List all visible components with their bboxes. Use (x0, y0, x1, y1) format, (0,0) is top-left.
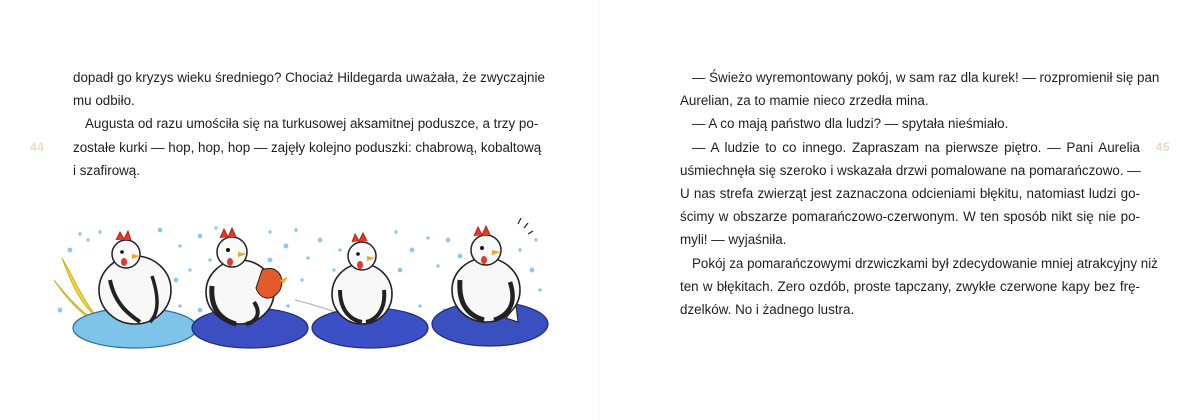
dot (294, 228, 297, 231)
text-line: zostałe kurki — hop, hop, hop — zajęły kolejno poduszki: chabrową, kobaltową (73, 139, 542, 155)
text-line: U nas strefa zwierząt jest zaznaczona odcieniami błękitu, natomiast ludzi go- (680, 186, 1140, 202)
dot (394, 230, 397, 233)
dot (188, 268, 191, 271)
text-line: — A ludzie to co innego. Zapraszam na pierwsze piętro. — Pani Aurelia (692, 139, 1140, 155)
text-line: myli! — wyjaśniła. (680, 232, 787, 248)
dot (418, 304, 421, 307)
dot (318, 238, 323, 243)
dot (286, 304, 289, 307)
text-line: Pokój za pomarańczowymi drzwiczkami był zdecydowanie mniej atrakcyjny niż (692, 255, 1158, 271)
text-line: — Świeżo wyremontowany pokój, w sam raz dla kurek! — rozpromienił się pan (692, 70, 1160, 85)
text-line: i szafirową. (73, 162, 140, 178)
dot (534, 238, 537, 241)
dot (68, 248, 73, 253)
dot (268, 230, 271, 233)
text-line: Aurelian, za to mamie nieco zrzedła mina. (680, 93, 929, 109)
hen-on-turquoise-cushion (54, 231, 197, 348)
text-line: — A co mają państwo dla ludzi? — spytała nieśmiało. (692, 116, 1009, 132)
dot (198, 234, 203, 239)
text-line: uśmiechnęła się szeroko i wskazała drzwi pomalowane na pomarańczowo. — (680, 162, 1141, 178)
dot (300, 278, 303, 281)
dot (78, 232, 81, 235)
page-number-right: 45 (1155, 140, 1170, 154)
hen-on-sapphire-cushion (432, 218, 548, 346)
dot (178, 244, 181, 247)
text-line: mu odbiło. (73, 93, 135, 109)
dot (98, 230, 101, 233)
dot (214, 226, 217, 229)
dot (178, 304, 181, 307)
dot (530, 268, 535, 273)
dot (268, 258, 273, 263)
hen-on-cobalt-cushion (295, 233, 428, 348)
dot (306, 256, 309, 259)
dot (284, 244, 289, 249)
text-line: dzelków. No i żadnego lustra. (680, 302, 855, 318)
dot (86, 238, 89, 241)
text-line: ten w błękitach. Zero ozdób, proste tapczany, zwykłe czerwone kapy bez frę- (680, 278, 1140, 294)
hens-illustration (40, 210, 550, 360)
dot (398, 268, 403, 273)
dot (426, 236, 429, 239)
dot (58, 308, 63, 313)
text-line: Augusta od razu umościła się na turkusowej aksamitnej poduszce, a trzy po- (85, 116, 539, 132)
dot (446, 238, 451, 243)
text-line: ścimy w obszarze pomarańczowo-czerwonym. W ten sposób nikt się nie po- (680, 209, 1140, 225)
dot (338, 248, 341, 251)
right-page (600, 0, 1200, 420)
dot (174, 278, 179, 283)
right-page-text (680, 66, 1160, 321)
dot (158, 228, 163, 233)
dot (436, 264, 439, 267)
dot (538, 288, 541, 291)
hen-on-cornflower-cushion (192, 228, 308, 348)
dot (518, 248, 521, 251)
dot (198, 308, 203, 313)
dot (458, 254, 463, 259)
text-line: dopadł go kryzys wieku średniego? Chociaż Hildegarda uważała, że zwyczajnie (73, 70, 545, 85)
dot (208, 258, 211, 261)
dot (332, 268, 335, 271)
dot (410, 248, 415, 253)
page-number-left: 44 (30, 140, 45, 154)
left-page-text (73, 66, 545, 182)
